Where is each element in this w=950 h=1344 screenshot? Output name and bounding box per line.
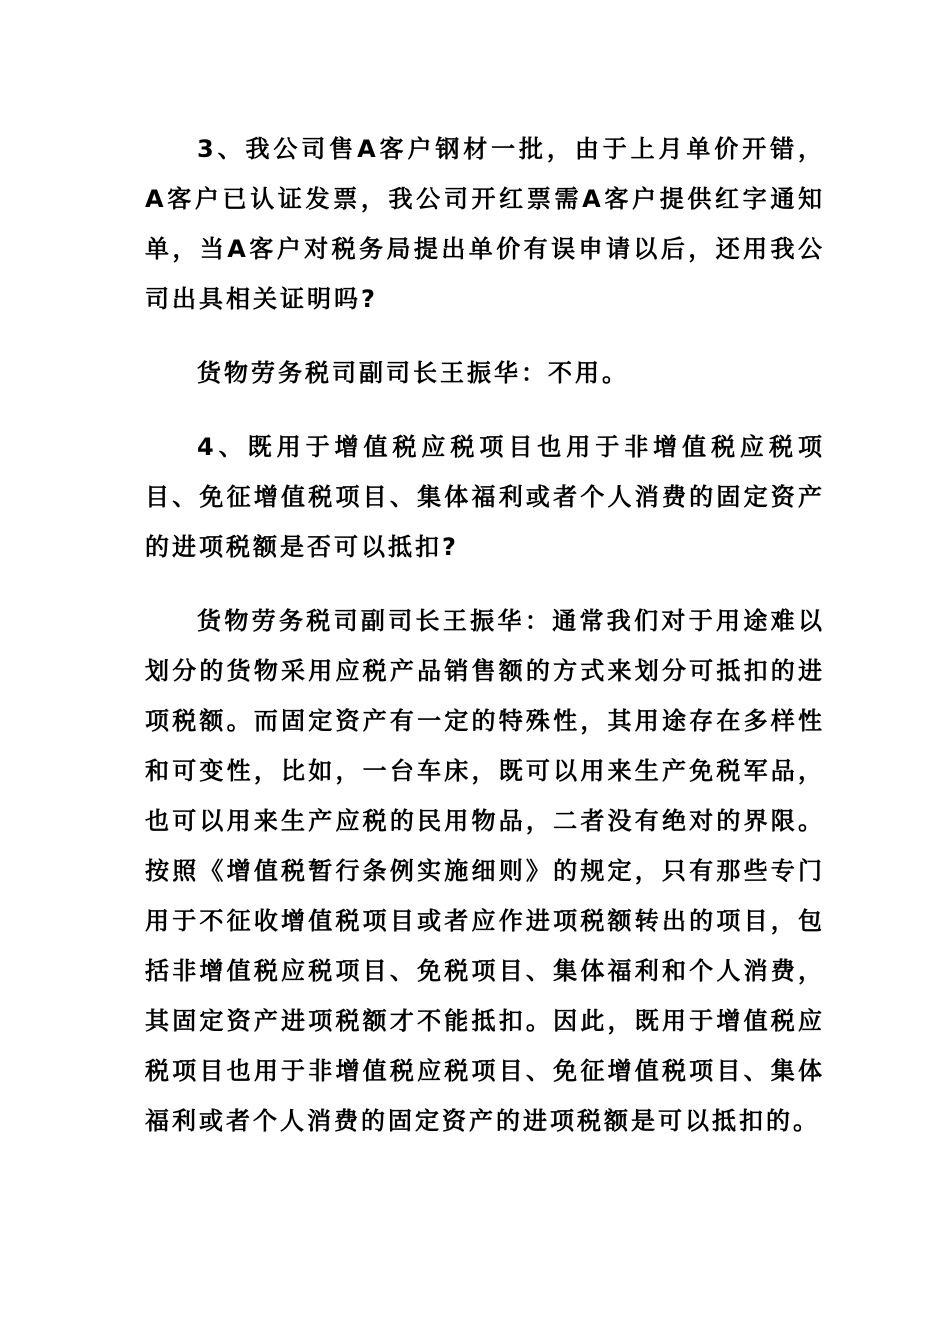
document-page bbox=[145, 124, 825, 1146]
answer-4-paragraph: 货物劳务税司副司长王振华：通常我们对于用途难以划分的货物采用应税产品销售额的方式来划分可抵扣的进项税额。而固定资产有一定的特殊性，其用途存在多样性和可变性，比如，一台车床，既可以用来生产免税军品，也可以用来生产应税的民用物品，二者没有绝对的界限。按照《增值税暂行条例实施细则》的规定，只有那些专门用于不征收增值税项目或者应作进项税额转出的项目，包括非增值税应税项目、免税项目、集体福利和个人消费，其固定资产进项税额才不能抵扣。因此，既用于增值税应税项目也用于非增值税应税项目、免征增值税项目、集体福利或者个人消费的固定资产的进项税额是可以抵扣的。 bbox=[145, 607, 825, 1135]
question-4-paragraph: 4、既用于增值税应税项目也用于非增值税应税项目、免征增值税项目、集体福利或者个人消费的固定资产的进项税额是否可以抵扣? bbox=[145, 433, 825, 561]
question-3-paragraph: 3、我公司售A客户钢材一批，由于上月单价开错，A客户已认证发票，我公司开红票需A客户提供红字通知单，当A客户对税务局提出单价有误申请以后，还用我公司出具相关证明吗? bbox=[145, 135, 825, 313]
answer-3-paragraph: 货物劳务税司副司长王振华：不用。 bbox=[197, 359, 629, 387]
